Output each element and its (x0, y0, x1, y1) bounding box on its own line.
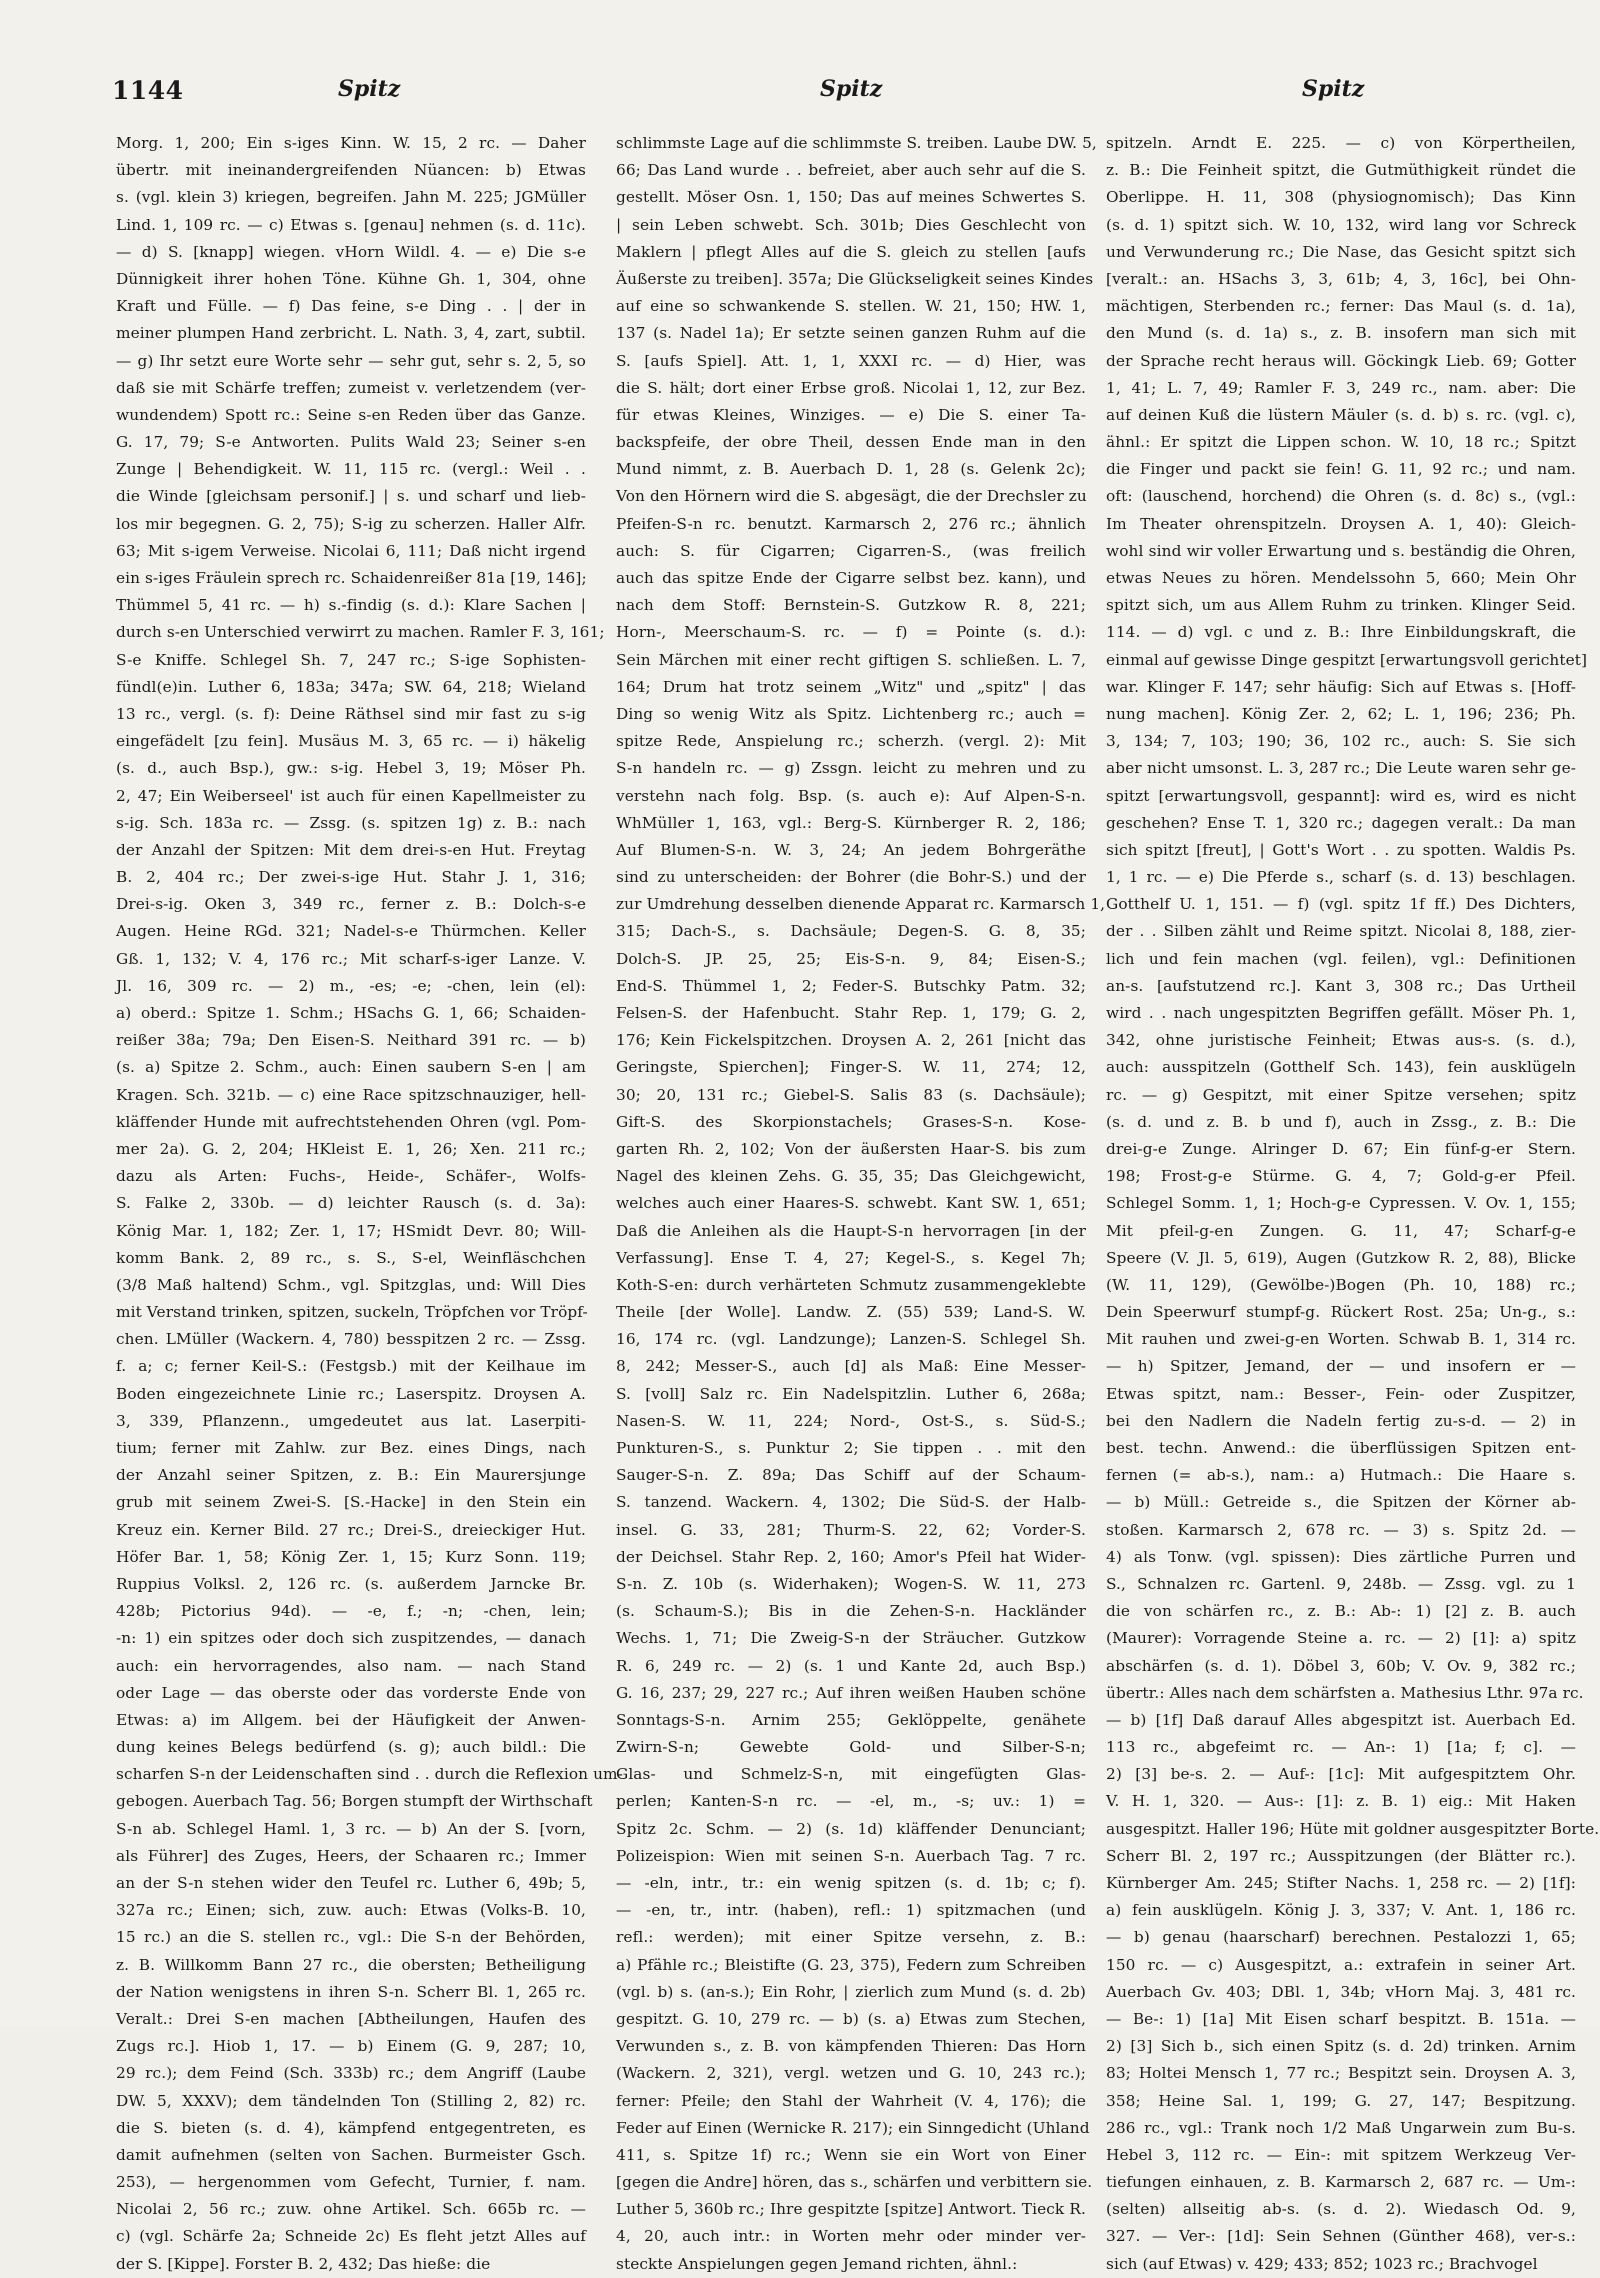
text-line: übertr.: Alles nach dem schärfsten a. Mathesius Lthr. 97a rc. (1106, 1683, 1584, 1702)
text-line: Kürnberger Am. 245; Stifter Nachs. 1, 258 rc. — 2) [1f]: (1106, 1874, 1576, 1892)
text-line: Geringste, Spierchen]; Finger-S. W. 11, 274; 12, (616, 1058, 1086, 1077)
text-line: (s. a) Spitze 2. Schm., auch: Einen saubern S-en | am (116, 1058, 586, 1077)
text-line: lich und fein machen (vgl. feilen), vgl.: Definitionen (1106, 949, 1576, 968)
text-line: garten Rh. 2, 102; Von der äußersten Haar-S. bis zum (616, 1139, 1086, 1158)
text-line: 16, 174 rc. (vgl. Landzunge); Lanzen-S. Schlegel Sh. (616, 1330, 1086, 1349)
text-line: Zugs rc.]. Hiob 1, 17. — b) Einem (G. 9, 287; 10, (116, 2037, 586, 2056)
text-line: 4, 20, auch intr.: in Worten mehr oder minder ver- (616, 2227, 1086, 2246)
text-line: Oberlippe. H. 11, 308 (physiognomisch); Das Kinn (1106, 188, 1576, 207)
text-line: 8, 242; Messer-S., auch [d] als Maß: Eine Messer- (616, 1357, 1086, 1376)
text-line: 1, 1 rc. — e) Die Pferde s., scharf (s. d. 13) beschlagen. (1106, 868, 1576, 887)
text-line: grub mit seinem Zwei-S. [S.-Hacke] in den Stein ein (116, 1493, 586, 1512)
running-head-right: Spitz (1302, 76, 1365, 102)
text-line: Theile [der Wolle]. Landw. Z. (55) 539; Land-S. W. (616, 1303, 1086, 1322)
text-line: Kreuz ein. Kerner Bild. 27 rc.; Drei-S., dreieckiger Hut. (116, 1520, 586, 1539)
text-line: -n: 1) ein spitzes oder doch sich zuspitzendes, — danach (116, 1629, 586, 1648)
running-head-center: Spitz (820, 76, 883, 102)
text-line: (s. Schaum-S.); Bis in die Zehen-S-n. Hackländer (616, 1602, 1086, 1621)
text-line: König Mar. 1, 182; Zer. 1, 17; HSmidt Devr. 80; Will- (116, 1221, 586, 1240)
running-head (112, 72, 1570, 112)
text-line: G. 17, 79; S-e Antworten. Pulits Wald 23; Seiner s-en (116, 433, 586, 452)
text-line: spitzeln. Arndt E. 225. — c) von Körpertheilen, (1106, 134, 1576, 152)
text-line: Gotthelf U. 1, 151. — f) (vgl. spitz 1f ff.) Des Dichters, (1106, 895, 1576, 914)
text-line: Speere (V. Jl. 5, 619), Augen (Gutzkow R. 2, 88), Blicke (1106, 1248, 1576, 1267)
text-line: best. techn. Anwend.: die überflüssigen Spitzen ent- (1106, 1439, 1576, 1457)
text-line: — d) S. [knapp] wiegen. vHorn Wildl. 4. — e) Die s-e (116, 242, 586, 261)
text-line: der . . Silben zählt und Reime spitzt. Nicolai 8, 188, zier- (1106, 922, 1576, 941)
text-line: rc. — g) Gespitzt, mit einer Spitze versehen; spitz (1106, 1085, 1576, 1104)
text-line: S. tanzend. Wackern. 4, 1302; Die Süd-S. der Halb- (616, 1493, 1086, 1512)
text-line: 286 rc., vgl.: Trank noch 1/2 Maß Ungarwein zum Bu-s. (1106, 2118, 1576, 2137)
running-head-left: Spitz (338, 76, 401, 102)
text-line: Etwas spitzt, nam.: Besser-, Fein- oder Zuspitzer, (1106, 1384, 1576, 1403)
text-line: S-n handeln rc. — g) Zssgn. leicht zu mehren und zu (616, 759, 1086, 778)
text-line: perlen; Kanten-S-n rc. — -el, m., -s; uv.: 1) = (616, 1792, 1086, 1811)
text-line: S-e Kniffe. Schlegel Sh. 7, 247 rc.; S-ige Sophisten- (116, 650, 586, 669)
text-line: — b) Müll.: Getreide s., die Spitzen der Körner ab- (1106, 1493, 1576, 1512)
text-line: 253), — hergenommen vom Gefecht, Turnier, f. nam. (116, 2173, 586, 2192)
text-line: Ruppius Volksl. 2, 126 rc. (s. außerdem Jarncke Br. (116, 1574, 586, 1593)
text-line: 3, 134; 7, 103; 190; 36, 102 rc., auch: S. Sie sich (1106, 732, 1576, 751)
text-line: z. B.: Die Feinheit spitzt, die Gutmüthigkeit ründet die (1106, 161, 1576, 180)
text-line: WhMüller 1, 163, vgl.: Berg-S. Kürnberger R. 2, 186; (616, 813, 1086, 832)
text-line: reißer 38a; 79a; Den Eisen-S. Neithard 391 rc. — b) (116, 1031, 586, 1050)
text-line: f. a; c; ferner Keil-S.: (Festgsb.) mit der Keilhaue im (116, 1357, 586, 1376)
text-line: backspfeife, der obre Theil, dessen Ende man in den (616, 433, 1086, 452)
text-line: war. Klinger F. 147; sehr häufig: Sich auf Etwas s. [Hoff- (1106, 677, 1576, 696)
text-line: oft: (lauschend, horchend) die Ohren (s. d. 8c) s., (vgl.: (1106, 487, 1576, 506)
text-line: Im Theater ohrenspitzeln. Droysen A. 1, 40): Gleich- (1106, 514, 1576, 533)
text-line: schlimmste Lage auf die schlimmste S. treiben. Laube DW. 5, (616, 134, 1097, 152)
text-line: Äußerste zu treiben]. 357a; Die Glückseligkeit seines Kindes (616, 269, 1094, 288)
text-line: s. (vgl. klein 3) kriegen, begreifen. Jahn M. 225; JGMüller (116, 188, 586, 207)
text-line: — -eln, intr., tr.: ein wenig spitzen (s. d. 1b; c; f). (616, 1874, 1086, 1892)
text-line: Dein Speerwurf stumpf-g. Rückert Rost. 25a; Un-g., s.: (1106, 1303, 1576, 1322)
text-line: los mir begegnen. G. 2, 75); S-ig zu scherzen. Haller Alfr. (116, 514, 586, 533)
text-line: insel. G. 33, 281; Thurm-S. 22, 62; Vorder-S. (616, 1520, 1086, 1539)
text-line: Mund nimmt, z. B. Auerbach D. 1, 28 (s. Gelenk 2c); (616, 460, 1086, 479)
text-line: zur Umdrehung desselben dienende Apparat rc. Karmarsch 1, (616, 895, 1106, 914)
text-line: [gegen die Andre] hören, das s., schärfen und verbittern sie. (616, 2173, 1093, 2192)
text-line: Horn-, Meerschaum-S. rc. — f) = Pointe (s. d.): (616, 623, 1086, 642)
text-columns (116, 130, 1600, 2273)
text-line: auch: ein hervorragendes, also nam. — nach Stand (116, 1656, 586, 1675)
text-line: ferner: Pfeile; den Stahl der Wahrheit (V. 4, 176); die (616, 2091, 1086, 2110)
text-line: 2) [3] Sich b., sich einen Spitz (s. d. 2d) trinken. Arnim (1106, 2037, 1576, 2056)
text-line: für etwas Kleines, Winziges. — e) Die S. einer Ta- (616, 405, 1086, 424)
text-line: 2, 47; Ein Weiberseel' ist auch für einen Kapellmeister zu (116, 786, 586, 805)
text-line: welches auch einer Haares-S. schwebt. Kant SW. 1, 651; (616, 1194, 1086, 1213)
text-line: — h) Spitzer, Jemand, der — und insofern er — (1106, 1357, 1576, 1376)
text-line: auch: ausspitzeln (Gotthelf Sch. 143), fein ausklügeln (1106, 1058, 1576, 1077)
text-line: nung machen]. König Zer. 2, 62; L. 1, 196; 236; Ph. (1106, 704, 1576, 723)
text-column-2 (616, 130, 1106, 2273)
text-line: Schlegel Somm. 1, 1; Hoch-g-e Cypressen. V. Ov. 1, 155; (1106, 1194, 1576, 1213)
text-line: Verfassung]. Ense T. 4, 27; Kegel-S., s. Kegel 7h; (616, 1248, 1086, 1267)
text-line: wird . . nach ungespitzten Begriffen gefällt. Möser Ph. 1, (1106, 1004, 1576, 1022)
text-line: sind zu unterscheiden: der Bohrer (die Bohr-S.) und der (616, 868, 1086, 887)
text-line: Thümmel 5, 41 rc. — h) s.-findig (s. d.): Klare Sachen | (116, 596, 586, 615)
text-line: mit Verstand trinken, spitzen, suckeln, Tröpfchen vor Tröpf- (116, 1303, 588, 1322)
text-line: Sein Märchen mit einer recht giftigen S. schließen. L. 7, (616, 650, 1086, 669)
text-line: der Nation wenigstens in ihren S-n. Scherr Bl. 1, 265 rc. (116, 1982, 586, 2001)
text-line: Kragen. Sch. 321b. — c) eine Race spitzschnauziger, hell- (116, 1085, 586, 1104)
text-line: 83; Holtei Mensch 1, 77 rc.; Bespitzt sein. Droysen A. 3, (1106, 2064, 1576, 2083)
text-line: geschehen? Ense T. 1, 320 rc.; dagegen veralt.: Da man (1106, 813, 1576, 832)
text-line: Nasen-S. W. 11, 224; Nord-, Ost-S., s. Süd-S.; (616, 1411, 1086, 1430)
text-line: Daß die Anleihen als die Haupt-S-n hervorragen [in der (616, 1221, 1086, 1240)
text-line: nach dem Stoff: Bernstein-S. Gutzkow R. 8, 221; (616, 596, 1086, 615)
text-line: chen. LMüller (Wackern. 4, 780) besspitzen 2 rc. — Zssg. (116, 1330, 586, 1349)
text-line: S. Falke 2, 330b. — d) leichter Rausch (s. d. 3a): (116, 1194, 586, 1213)
text-line: 29 rc.); dem Feind (Sch. 333b) rc.; dem Angriff (Laube (116, 2064, 586, 2083)
text-line: Jl. 16, 309 rc. — 2) m., -es; -e; -chen, lein (el): (116, 976, 586, 995)
text-line: Lind. 1, 109 rc. — c) Etwas s. [genau] nehmen (s. d. 11c). (116, 215, 586, 234)
text-line: 4) als Tonw. (vgl. spissen): Dies zärtliche Purren und (1106, 1547, 1576, 1566)
text-line: bei den Nadlern die Nadeln fertig zu-s-d. — 2) in (1106, 1411, 1576, 1430)
text-line: G. 16, 237; 29, 227 rc.; Auf ihren weißen Hauben schöne (616, 1683, 1086, 1702)
text-line: scharfen S-n der Leidenschaften sind . . durch die Reflexion um- (116, 1765, 623, 1784)
text-line: S-n ab. Schlegel Haml. 1, 3 rc. — b) An der S. [vorn, (116, 1819, 586, 1838)
text-line: aber nicht umsonst. L. 3, 287 rc.; Die Leute waren sehr ge- (1106, 759, 1576, 778)
text-line: die Finger und packt sie fein! G. 11, 92 rc.; und nam. (1106, 460, 1576, 479)
text-line: die von schärfen rc., z. B.: Ab-: 1) [2] z. B. auch (1106, 1602, 1576, 1621)
text-line: als Führer] des Zuges, Heers, der Schaaren rc.; Immer (116, 1846, 586, 1865)
text-line: der S. [Kippe]. Forster B. 2, 432; Das hieße: die (116, 2254, 491, 2273)
text-line: Luther 5, 360b rc.; Ihre gespitzte [spitze] Antwort. Tieck R. (616, 2200, 1086, 2219)
text-line: eingefädelt [zu fein]. Musäus M. 3, 65 rc. — i) häkelig (116, 732, 586, 751)
text-line: Höfer Bar. 1, 58; König Zer. 1, 15; Kurz Sonn. 119; (116, 1547, 586, 1566)
text-line: auf deinen Kuß die lüstern Mäuler (s. d. b) s. rc. (vgl. c), (1106, 405, 1576, 424)
text-line: verstehn nach folg. Bsp. (s. auch e): Auf Alpen-S-n. (616, 786, 1086, 805)
text-line: gespitzt. G. 10, 279 rc. — b) (s. a) Etwas zum Stechen, (616, 2009, 1086, 2028)
text-line: Polizeispion: Wien mit seinen S-n. Auerbach Tag. 7 rc. (616, 1846, 1086, 1865)
text-line: fernen (= ab-s.), nam.: a) Hutmach.: Die Haare s. (1106, 1466, 1576, 1485)
text-line: (s. d. und z. B. b und f), auch in Zssg., z. B.: Die (1106, 1112, 1576, 1131)
text-line: Sauger-S-n. Z. 89a; Das Schiff auf der Schaum- (616, 1466, 1086, 1485)
text-line: Ding so wenig Witz als Spitz. Lichtenberg rc.; auch = (616, 704, 1086, 723)
text-line: a) Pfähle rc.; Bleistifte (G. 23, 375), Federn zum Schreiben (616, 1955, 1086, 1974)
text-line: a) oberd.: Spitze 1. Schm.; HSachs G. 1, 66; Schaiden- (116, 1004, 586, 1022)
text-line: komm Bank. 2, 89 rc., s. S., S-el, Weinfläschchen (116, 1248, 586, 1267)
text-line: a) fein ausklügeln. König J. 3, 337; V. Ant. 1, 186 rc. (1106, 1901, 1576, 1920)
text-column-3 (1106, 130, 1600, 2273)
text-line: Auf Blumen-S-n. W. 3, 24; An jedem Bohrgeräthe (616, 840, 1086, 859)
text-line: Kraft und Fülle. — f) Das feine, s-e Ding . . | der in (116, 297, 586, 316)
text-line: (Wackern. 2, 321), vergl. wetzen und G. 10, 243 rc.); (616, 2064, 1086, 2083)
text-line: Boden eingezeichnete Linie rc.; Laserspitz. Droysen A. (116, 1384, 586, 1403)
text-line: der Deichsel. Stahr Rep. 2, 160; Amor's Pfeil hat Wider- (616, 1547, 1086, 1566)
text-line: 114. — d) vgl. c und z. B.: Ihre Einbildungskraft, die (1106, 623, 1576, 642)
text-line: auf eine so schwankende S. stellen. W. 21, 150; HW. 1, (616, 297, 1086, 316)
text-line: spitzt [erwartungsvoll, gespannt]: wird es, wird es nicht (1106, 786, 1576, 805)
text-line: der Sprache recht heraus will. Göckingk Lieb. 69; Gotter (1106, 351, 1576, 370)
page-number: 1144 (112, 76, 184, 105)
text-column-1 (116, 130, 623, 2273)
text-line: mer 2a). G. 2, 204; HKleist E. 1, 26; Xen. 211 rc.; (116, 1139, 586, 1158)
text-line: sich (auf Etwas) v. 429; 433; 852; 1023 rc.; Brachvogel (1106, 2254, 1538, 2273)
text-line: R. 6, 249 rc. — 2) (s. 1 und Kante 2d, auch Bsp.) (616, 1656, 1086, 1675)
text-line: Spitz 2c. Schm. — 2) (s. 1d) kläffender Denunciant; (616, 1819, 1086, 1838)
text-line: der Anzahl seiner Spitzen, z. B.: Ein Maurersjunge (116, 1466, 586, 1485)
text-line: die S. bieten (s. d. 4), kämpfend entgegentreten, es (116, 2118, 586, 2137)
text-line: Dünnigkeit ihrer hohen Töne. Kühne Gh. 1, 304, ohne (116, 269, 586, 288)
text-line: auch das spitze Ende der Cigarre selbst bez. kann), und (616, 569, 1086, 587)
text-line: 63; Mit s-igem Verweise. Nicolai 6, 111; Daß nicht irgend (116, 541, 586, 560)
text-line: 315; Dach-S., s. Dachsäule; Degen-S. G. 8, 35; (616, 922, 1086, 941)
text-line: Scherr Bl. 2, 197 rc.; Ausspitzungen (der Blätter rc.). (1106, 1846, 1576, 1865)
text-line: Glas- und Schmelz-S-n, mit eingefügten Glas- (616, 1765, 1086, 1784)
text-line: (s. d., auch Bsp.), gw.: s-ig. Hebel 3, 19; Möser Ph. (116, 759, 586, 778)
text-line: Zunge | Behendigkeit. W. 11, 115 rc. (vergl.: Weil . . (116, 460, 586, 479)
text-line: Drei-s-ig. Oken 3, 349 rc., ferner z. B.: Dolch-s-e (116, 895, 586, 914)
text-line: Gift-S. des Skorpionstachels; Grases-S-n. Kose- (616, 1112, 1086, 1131)
text-line: Mit rauhen und zwei-g-en Worten. Schwab B. 1, 314 rc. (1106, 1330, 1576, 1349)
text-line: Felsen-S. der Hafenbucht. Stahr Rep. 1, 179; G. 2, (616, 1004, 1086, 1022)
text-line: steckte Anspielungen gegen Jemand richten, ähnl.: (616, 2254, 1018, 2273)
text-line: z. B. Willkomm Bann 27 rc., die obersten; Betheiligung (116, 1955, 586, 1974)
text-line: Feder auf Einen (Wernicke R. 217); ein Sinngedicht (Uhland (616, 2118, 1090, 2137)
text-line: Dolch-S. JP. 25, 25; Eis-S-n. 9, 84; Eisen-S.; (616, 949, 1086, 968)
text-line: spitze Rede, Anspielung rc.; scherzh. (vergl. 2): Mit (616, 732, 1086, 751)
text-line: auch: S. für Cigarren; Cigarren-S., (was freilich (616, 541, 1086, 560)
text-line: — g) Ihr setzt eure Worte sehr — sehr gut, sehr s. 2, 5, so (116, 351, 586, 370)
text-line: mächtigen, Sterbenden rc.; ferner: Das Maul (s. d. 1a), (1106, 297, 1576, 316)
text-line: 13 rc., vergl. (s. f): Deine Räthsel sind mir fast zu s-ig (116, 704, 586, 723)
text-line: s-ig. Sch. 183a rc. — Zssg. (s. spitzen 1g) z. B.: nach (116, 813, 586, 832)
text-line: 198; Frost-g-e Stürme. G. 4, 7; Gold-g-er Pfeil. (1106, 1167, 1576, 1186)
text-line: Mit pfeil-g-en Zungen. G. 11, 47; Scharf-g-e (1106, 1221, 1576, 1240)
text-line: Hebel 3, 112 rc. — Ein-: mit spitzem Werkzeug Ver- (1106, 2145, 1576, 2164)
text-line: (vgl. b) s. (an-s.); Ein Rohr, | zierlich zum Mund (s. d. 2b) (616, 1982, 1086, 2001)
text-line: 66; Das Land wurde . . befreiet, aber auch sehr auf die S. (616, 161, 1086, 180)
text-line: End-S. Thümmel 1, 2; Feder-S. Butschky Patm. 32; (616, 976, 1086, 995)
text-line: Etwas: a) im Allgem. bei der Häufigkeit der Anwen- (116, 1710, 586, 1729)
text-line: 428b; Pictorius 94d). — -e, f.; -n; -chen, lein; (116, 1602, 586, 1621)
text-line: 3, 339, Pflanzenn., umgedeutet aus lat. Laserpiti- (116, 1411, 586, 1430)
text-line: fündl(e)in. Luther 6, 183a; 347a; SW. 64, 218; Wieland (116, 677, 586, 696)
text-line: wundendem) Spott rc.: Seine s-en Reden über das Ganze. (116, 405, 586, 424)
text-line: S. [voll] Salz rc. Ein Nadelspitzlin. Luther 6, 268a; (616, 1384, 1086, 1403)
text-line: Augen. Heine RGd. 321; Nadel-s-e Thürmchen. Keller (116, 922, 586, 941)
text-line: übertr. mit ineinandergreifenden Nüancen: b) Etwas (116, 161, 586, 180)
text-line: daß sie mit Schärfe treffen; zumeist v. verletzendem (ver- (116, 378, 586, 397)
text-line: 15 rc.) an die S. stellen rc., vgl.: Die S-n der Behörden, (116, 1928, 586, 1947)
text-line: Nicolai 2, 56 rc.; zuw. ohne Artikel. Sch. 665b rc. — (116, 2200, 586, 2219)
text-line: Punkturen-S., s. Punktur 2; Sie tippen . . mit den (616, 1439, 1086, 1457)
text-line: — b) genau (haarscharf) berechnen. Pestalozzi 1, 65; (1106, 1928, 1576, 1947)
text-line: S-n. Z. 10b (s. Widerhaken); Wogen-S. W. 11, 273 (616, 1574, 1086, 1593)
text-line: Verwunden s., z. B. von kämpfenden Thieren: Das Horn (616, 2037, 1086, 2056)
text-line: 342, ohne juristische Feinheit; Etwas aus-s. (s. d.), (1106, 1031, 1576, 1050)
text-line: Wechs. 1, 71; Die Zweig-S-n der Sträucher. Gutzkow (616, 1629, 1086, 1648)
text-line: Nagel des kleinen Zehs. G. 35, 35; Das Gleichgewicht, (616, 1167, 1086, 1186)
text-line: 176; Kein Fickelspitzchen. Droysen A. 2, 261 [nicht das (616, 1031, 1086, 1050)
text-line: abschärfen (s. d. 1). Döbel 3, 60b; V. Ov. 9, 382 rc.; (1106, 1656, 1576, 1675)
text-line: 1, 41; L. 7, 49; Ramler F. 3, 249 rc., nam. aber: Die (1106, 378, 1576, 397)
text-line: den Mund (s. d. 1a) s., z. B. insofern man sich mit (1106, 324, 1576, 343)
text-line: Gß. 1, 132; V. 4, 176 rc.; Mit scharf-s-iger Lanze. V. (116, 949, 586, 968)
text-line: S. [aufs Spiel]. Att. 1, 1, XXXI rc. — d) Hier, was (616, 351, 1086, 370)
text-line: (3/8 Maß haltend) Schm., vgl. Spitzglas, und: Will Dies (116, 1275, 586, 1294)
text-line: dung keines Belegs bedürfend (s. g); auch bildl.: Die (116, 1738, 586, 1757)
text-line: 2) [3] be-s. 2. — Auf-: [1c]: Mit aufgespitztem Ohr. (1106, 1765, 1576, 1784)
text-line: Koth-S-en: durch verhärteten Schmutz zusammengeklebte (616, 1275, 1086, 1294)
text-line: 137 (s. Nadel 1a); Er setzte seinen ganzen Ruhm auf die (616, 324, 1086, 343)
text-line: 411, s. Spitze 1f) rc.; Wenn sie ein Wort von Einer (616, 2145, 1086, 2164)
text-line: — b) [1f] Daß darauf Alles abgespitzt ist. Auerbach Ed. (1106, 1710, 1576, 1729)
text-line: die S. hält; dort einer Erbse groß. Nicolai 1, 12, zur Bez. (616, 378, 1086, 397)
text-line: 327a rc.; Einen; sich, zuw. auch: Etwas (Volks-B. 10, (116, 1901, 586, 1920)
text-line: (W. 11, 129), (Gewölbe-)Bogen (Ph. 10, 188) rc.; (1106, 1275, 1576, 1294)
text-line: dazu als Arten: Fuchs-, Heide-, Schäfer-, Wolfs- (116, 1167, 586, 1186)
text-line: 327. — Ver-: [1d]: Sein Sehnen (Günther 468), ver-s.: (1106, 2227, 1576, 2246)
text-line: c) (vgl. Schärfe 2a; Schneide 2c) Es fleht jetzt Alles auf (116, 2227, 586, 2246)
text-line: B. 2, 404 rc.; Der zwei-s-ige Hut. Stahr J. 1, 316; (116, 868, 586, 887)
text-line: der Anzahl der Spitzen: Mit dem drei-s-en Hut. Freytag (116, 840, 586, 859)
text-line: V. H. 1, 320. — Aus-: [1]: z. B. 1) eig.: Mit Haken (1106, 1792, 1576, 1811)
text-line: an der S-n stehen wider den Teufel rc. Luther 6, 49b; 5, (116, 1874, 586, 1892)
text-line: spitzt sich, um aus Allem Ruhm zu trinken. Klinger Seid. (1106, 596, 1576, 615)
text-line: kläffender Hunde mit aufrechtstehenden Ohren (vgl. Pom- (116, 1112, 586, 1131)
text-line: 150 rc. — c) Ausgespitzt, a.: extrafein in seiner Art. (1106, 1955, 1576, 1974)
text-line: etwas Neues zu hören. Mendelssohn 5, 660; Mein Ohr (1106, 569, 1576, 587)
text-line: S., Schnalzen rc. Gartenl. 9, 248b. — Zssg. vgl. zu 1 (1106, 1574, 1576, 1593)
text-line: durch s-en Unterschied verwirrt zu machen. Ramler F. 3, 161; (116, 623, 605, 642)
text-line: Sonntags-S-n. Arnim 255; Geklöppelte, genähete (616, 1710, 1086, 1729)
text-line: die Winde [gleichsam personif.] | s. und scharf und lieb- (116, 487, 586, 506)
text-line: 113 rc., abgefeimt rc. — An-: 1) [1a; f; c]. — (1106, 1738, 1576, 1757)
text-line: tium; ferner mit Zahlw. zur Bez. eines Dings, nach (116, 1439, 586, 1457)
text-line: 30; 20, 131 rc.; Giebel-S. Salis 83 (s. Dachsäule); (616, 1085, 1086, 1104)
text-line: (selten) allseitig ab-s. (s. d. 2). Wiedasch Od. 9, (1106, 2200, 1576, 2219)
text-line: Veralt.: Drei S-en machen [Abtheilungen, Haufen des (116, 2009, 586, 2028)
text-line: [veralt.: an. HSachs 3, 3, 61b; 4, 3, 16c], bei Ohn- (1106, 269, 1576, 288)
text-line: sich spitzt [freut], | Gott's Wort . . zu spotten. Waldis Ps. (1106, 840, 1576, 859)
text-line: gebogen. Auerbach Tag. 56; Borgen stumpft der Wirthschaft (116, 1792, 593, 1811)
text-line: ein s-iges Fräulein sprech rc. Schaidenreißer 81a [19, 146]; (116, 569, 587, 587)
text-line: Auerbach Gv. 403; DBl. 1, 34b; vHorn Maj. 3, 481 rc. (1106, 1982, 1576, 2001)
text-line: DW. 5, XXXV); dem tändelnden Ton (Stilling 2, 82) rc. (116, 2091, 586, 2110)
text-line: Morg. 1, 200; Ein s-iges Kinn. W. 15, 2 rc. — Daher (116, 134, 586, 152)
text-line: oder Lage — das oberste oder das vorderste Ende von (116, 1683, 586, 1702)
text-line: 358; Heine Sal. 1, 199; G. 27, 147; Bespitzung. (1106, 2091, 1576, 2110)
text-line: und Verwunderung rc.; Die Nase, das Gesicht spitzt sich (1106, 242, 1576, 261)
text-line: 164; Drum hat trotz seinem „Witz" und „spitz" | das (616, 677, 1086, 696)
text-line: Von den Hörnern wird die S. abgesägt, die der Drechsler zu (616, 487, 1087, 506)
text-line: ähnl.: Er spitzt die Lippen schon. W. 10, 18 rc.; Spitzt (1106, 433, 1576, 452)
text-line: drei-g-e Zunge. Alringer D. 67; Ein fünf-g-er Stern. (1106, 1139, 1576, 1158)
text-line: Zwirn-S-n; Gewebte Gold- und Silber-S-n; (616, 1738, 1086, 1757)
text-line: (Maurer): Vorragende Steine a. rc. — 2) [1]: a) spitz (1106, 1629, 1576, 1648)
text-line: damit aufnehmen (selten von Sachen. Burmeister Gsch. (116, 2145, 586, 2164)
text-line: Maklern | pflegt Alles auf die S. gleich zu stellen [aufs (616, 242, 1086, 261)
text-line: Pfeifen-S-n rc. benutzt. Karmarsch 2, 276 rc.; ähnlich (616, 514, 1086, 533)
text-line: meiner plumpen Hand zerbricht. L. Nath. 3, 4, zart, subtil. (116, 324, 586, 343)
text-line: tiefungen einhauen, z. B. Karmarsch 2, 687 rc. — Um-: (1106, 2173, 1576, 2192)
text-line: refl.: werden); mit einer Spitze versehn, z. B.: (616, 1928, 1086, 1947)
text-line: ausgespitzt. Haller 196; Hüte mit goldner ausgespitzter Borte. (1106, 1819, 1600, 1838)
text-line: — Be-: 1) [1a] Mit Eisen scharf bespitzt. B. 151a. — (1106, 2009, 1576, 2028)
text-line: (s. d. 1) spitzt sich. W. 10, 132, wird lang vor Schreck (1106, 215, 1576, 234)
text-line: gestellt. Möser Osn. 1, 150; Das auf meines Schwertes S. (616, 188, 1086, 207)
text-line: stoßen. Karmarsch 2, 678 rc. — 3) s. Spitz 2d. — (1106, 1520, 1576, 1539)
text-line: an-s. [aufstutzend rc.]. Kant 3, 308 rc.; Das Urtheil (1106, 976, 1576, 995)
text-line: wohl sind wir voller Erwartung und s. beständig die Ohren, (1106, 541, 1576, 560)
text-line: einmal auf gewisse Dinge gespitzt [erwartungsvoll gerichtet] (1106, 650, 1588, 669)
text-line: — -en, tr., intr. (haben), refl.: 1) spitzmachen (und (616, 1901, 1086, 1920)
text-line: | sein Leben schwebt. Sch. 301b; Dies Geschlecht von (616, 215, 1086, 234)
